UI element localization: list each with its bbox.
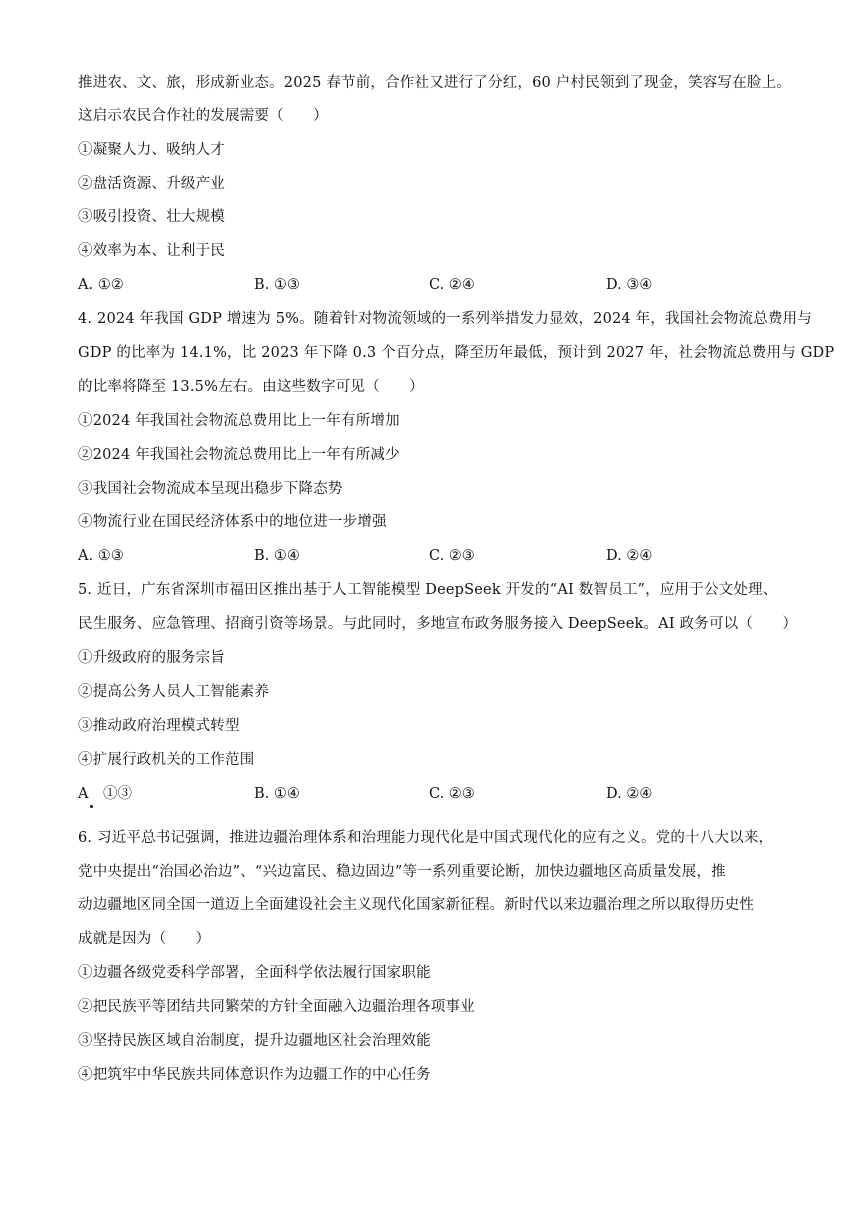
q4-item-4: ④物流行业在国民经济体系中的地位进一步增强	[78, 514, 387, 530]
q5-stem-line-1: 5. 近日，广东省深圳市福田区推出基于人工智能模型 DeepSeek 开发的“AI 数智员工”，应用于公文处理、	[78, 582, 778, 598]
q4-item-3: ③我国社会物流成本呈现出稳步下降态势	[78, 481, 343, 497]
q5-stem-line-2: 民生服务、应急管理、招商引资等场景。与此同时，多地宣布政务服务接入 DeepSeek。AI 政务可以（ ）	[78, 616, 798, 632]
q3-item-4: ④效率为本、让利于民	[78, 243, 225, 259]
q6-stem-line-2: 党中央提出“治国必治边”、“兴边富民、稳边固边”等一系列重要论断，加快边疆地区高质量发展，推	[78, 864, 726, 880]
q5-item-1: ①升级政府的服务宗旨	[78, 650, 225, 666]
q5-item-3: ③推动政府治理模式转型	[78, 718, 240, 734]
q4-stem-line-1: 4. 2024 年我国 GDP 增速为 5%。随着针对物流领域的一系列举措发力显效，2024 年，我国社会物流总费用与	[78, 311, 813, 327]
q4-stem-line-3: 的比率将降至 13.5%左右。由这些数字可见（ ）	[78, 379, 424, 395]
q3-item-2: ②盘活资源、升级产业	[78, 176, 225, 192]
q6-stem-line-1: 6. 习近平总书记强调，推进边疆治理体系和治理能力现代化是中国式现代化的应有之义。党的十八大以来，	[78, 830, 774, 846]
q3-option-a[interactable]: A. ①②	[78, 277, 124, 293]
q3-option-c[interactable]: C. ②④	[429, 277, 475, 293]
q3-item-3: ③吸引投资、壮大规模	[78, 209, 225, 225]
q4-option-c[interactable]: C. ②③	[429, 548, 475, 564]
q4-option-d[interactable]: D. ②④	[606, 548, 653, 564]
q6-item-4: ④把筑牢中华民族共同体意识作为边疆工作的中心任务	[78, 1067, 431, 1083]
q4-item-2: ②2024 年我国社会物流总费用比上一年有所减少	[78, 447, 400, 463]
q5-option-a[interactable]: A ①③	[78, 786, 132, 802]
q5-item-4: ④扩展行政机关的工作范围	[78, 752, 255, 768]
q6-item-1: ①边疆各级党委科学部署，全面科学依法履行国家职能	[78, 965, 431, 981]
q6-stem-line-3: 动边疆地区同全国一道迈上全面建设社会主义现代化国家新征程。新时代以来边疆治理之所以取得历史性	[78, 897, 755, 913]
q5-option-a-dot-mark	[90, 805, 93, 808]
q4-item-1: ①2024 年我国社会物流总费用比上一年有所增加	[78, 413, 400, 429]
q5-option-b[interactable]: B. ①④	[254, 786, 300, 802]
q5-item-2: ②提高公务人员人工智能素养	[78, 684, 270, 700]
q3-item-1: ①凝聚人力、吸纳人才	[78, 142, 225, 158]
q6-stem-line-4: 成就是因为（ ）	[78, 931, 211, 947]
q6-item-2: ②把民族平等团结共同繁荣的方针全面融入边疆治理各项事业	[78, 999, 475, 1015]
q3-option-d[interactable]: D. ③④	[606, 277, 653, 293]
q3-stem-line-2: 这启示农民合作社的发展需要（ ）	[78, 108, 328, 124]
q5-option-d[interactable]: D. ②④	[606, 786, 653, 802]
q4-stem-line-2: GDP 的比率为 14.1%，比 2023 年下降 0.3 个百分点，降至历年最低，预计到 2027 年，社会物流总费用与 GDP	[78, 345, 835, 361]
q4-option-a[interactable]: A. ①③	[78, 548, 124, 564]
q5-option-c[interactable]: C. ②③	[429, 786, 475, 802]
q3-option-b[interactable]: B. ①③	[254, 277, 300, 293]
q3-stem-line-1: 推进农、文、旅，形成新业态。2025 春节前，合作社又进行了分红，60 户村民领到了现金，笑容写在脸上。	[78, 75, 791, 91]
q6-item-3: ③坚持民族区域自治制度，提升边疆地区社会治理效能	[78, 1033, 431, 1049]
q4-option-b[interactable]: B. ①④	[254, 548, 300, 564]
